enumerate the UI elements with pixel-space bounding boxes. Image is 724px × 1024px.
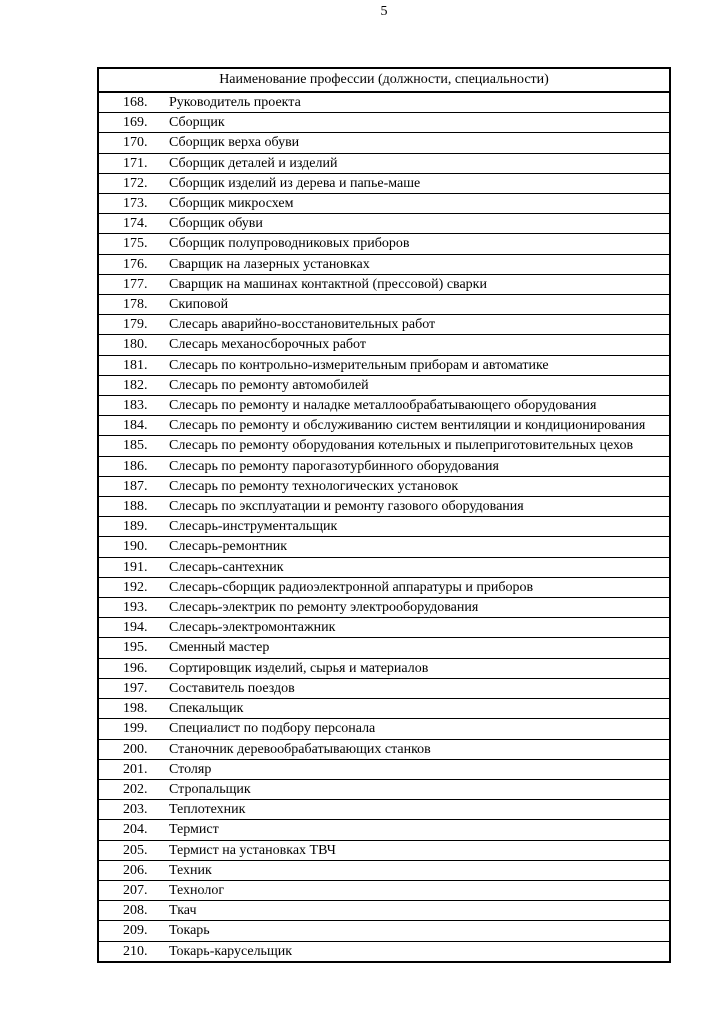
- table-row: [99, 861, 669, 881]
- table-row: [99, 315, 669, 335]
- row-profession-name: Слесарь аварийно-восстановительных работ: [169, 317, 436, 333]
- row-profession-name: Стропальщик: [169, 781, 251, 797]
- row-number: 188.: [123, 499, 148, 515]
- row-number: 191.: [123, 559, 148, 575]
- table-row: [99, 497, 669, 517]
- row-profession-name: Составитель поездов: [169, 680, 295, 696]
- row-profession-name: Термист: [169, 822, 219, 838]
- row-number: 205.: [123, 842, 148, 858]
- row-number: 185.: [123, 438, 148, 454]
- table-row: [99, 194, 669, 214]
- row-profession-name: Токарь: [169, 923, 210, 939]
- table-row: [99, 841, 669, 861]
- table-row: [99, 396, 669, 416]
- table-row: [99, 255, 669, 275]
- row-profession-name: Специалист по подбору персонала: [169, 721, 376, 737]
- row-number: 172.: [123, 175, 148, 191]
- table-row: [99, 477, 669, 497]
- row-number: 209.: [123, 923, 148, 939]
- row-number: 194.: [123, 620, 148, 636]
- row-number: 173.: [123, 196, 148, 212]
- row-number: 181.: [123, 357, 148, 373]
- professions-table: [97, 67, 671, 963]
- row-profession-name: Слесарь-ремонтник: [169, 539, 288, 555]
- row-profession-name: Теплотехник: [169, 802, 246, 818]
- row-number: 169.: [123, 115, 148, 131]
- row-profession-name: Токарь-карусельщик: [169, 943, 293, 959]
- row-profession-name: Слесарь механосборочных работ: [169, 337, 366, 353]
- page-number: 5: [380, 4, 388, 19]
- table-row: [99, 234, 669, 254]
- row-number: 198.: [123, 701, 148, 717]
- table-row: [99, 942, 669, 962]
- row-number: 186.: [123, 458, 148, 474]
- table-row: [99, 457, 669, 477]
- row-profession-name: Скиповой: [169, 297, 229, 313]
- row-number: 170.: [123, 135, 148, 151]
- row-profession-name: Слесарь по ремонту и наладке металлообрабатывающего оборудования: [169, 398, 597, 414]
- row-number: 179.: [123, 317, 148, 333]
- row-number: 168.: [123, 95, 148, 110]
- row-profession-name: Сборщик микросхем: [169, 196, 294, 212]
- row-profession-name: Слесарь по ремонту автомобилей: [169, 377, 369, 393]
- row-profession-name: Спекальщик: [169, 701, 244, 717]
- table-row: [99, 154, 669, 174]
- row-number: 180.: [123, 337, 148, 353]
- table-row: [99, 517, 669, 537]
- table-row: [99, 679, 669, 699]
- row-profession-name: Слесарь-сантехник: [169, 559, 284, 575]
- row-number: 184.: [123, 418, 148, 434]
- row-number: 201.: [123, 761, 148, 777]
- row-profession-name: Сборщик полупроводниковых приборов: [169, 236, 410, 252]
- row-profession-name: Руководитель проекта: [169, 95, 301, 110]
- row-number: 177.: [123, 276, 148, 292]
- row-number: 176.: [123, 256, 148, 272]
- row-number: 192.: [123, 579, 148, 595]
- row-number: 199.: [123, 721, 148, 737]
- table-row: [99, 133, 669, 153]
- table-row: [99, 699, 669, 719]
- row-profession-name: Слесарь по ремонту технологических установок: [169, 478, 459, 494]
- row-number: 204.: [123, 822, 148, 838]
- row-profession-name: Сборщик верха обуви: [169, 135, 300, 151]
- row-number: 203.: [123, 802, 148, 818]
- row-profession-name: Слесарь по ремонту парогазотурбинного оборудования: [169, 458, 499, 474]
- row-number: 189.: [123, 519, 148, 535]
- table-row: [99, 537, 669, 557]
- row-profession-name: Техник: [169, 862, 212, 878]
- table-row: [99, 578, 669, 598]
- table-row: [99, 740, 669, 760]
- row-number: 202.: [123, 781, 148, 797]
- row-number: 208.: [123, 903, 148, 919]
- row-number: 182.: [123, 377, 148, 393]
- table-row: [99, 436, 669, 456]
- row-number: 193.: [123, 600, 148, 616]
- row-profession-name: Станочник деревообрабатывающих станков: [169, 741, 431, 757]
- row-profession-name: Сборщик изделий из дерева и папье-маше: [169, 175, 421, 191]
- row-profession-name: Слесарь по ремонту и обслуживанию систем вентиляции и кондиционирования: [169, 418, 646, 434]
- row-number: 190.: [123, 539, 148, 555]
- table-row: [99, 820, 669, 840]
- row-number: 207.: [123, 882, 148, 898]
- table-row: [99, 93, 669, 113]
- row-number: 200.: [123, 741, 148, 757]
- row-profession-name: Слесарь-сборщик радиоэлектронной аппаратуры и приборов: [169, 579, 534, 595]
- row-profession-name: Слесарь-электрик по ремонту электрооборудования: [169, 600, 479, 616]
- table-row: [99, 598, 669, 618]
- row-profession-name: Ткач: [169, 903, 197, 919]
- row-profession-name: Термист на установках ТВЧ: [169, 842, 336, 858]
- row-profession-name: Сварщик на лазерных установках: [169, 256, 370, 272]
- table-row: [99, 780, 669, 800]
- table-body: [99, 93, 669, 961]
- table-row: [99, 214, 669, 234]
- row-profession-name: Сборщик: [169, 115, 225, 131]
- table-header: Наименование профессии (должности, специальности): [99, 69, 669, 93]
- row-profession-name: Слесарь по контрольно-измерительным приборам и автоматике: [169, 357, 549, 373]
- table-row: [99, 719, 669, 739]
- table-row: [99, 558, 669, 578]
- row-profession-name: Столяр: [169, 761, 212, 777]
- table-row: [99, 659, 669, 679]
- table-row: [99, 275, 669, 295]
- table-row: [99, 760, 669, 780]
- table-row: [99, 376, 669, 396]
- table-row: [99, 356, 669, 376]
- table-row: [99, 113, 669, 133]
- row-profession-name: Сборщик обуви: [169, 216, 263, 232]
- table-row: [99, 800, 669, 820]
- table-row: [99, 416, 669, 436]
- row-profession-name: Слесарь-инструментальщик: [169, 519, 338, 535]
- table-row: [99, 638, 669, 658]
- row-number: 187.: [123, 478, 148, 494]
- table-row: [99, 295, 669, 315]
- row-number: 171.: [123, 155, 148, 171]
- row-number: 196.: [123, 660, 148, 676]
- table-row: [99, 901, 669, 921]
- row-profession-name: Сборщик деталей и изделий: [169, 155, 338, 171]
- row-number: 197.: [123, 680, 148, 696]
- row-profession-name: Технолог: [169, 882, 225, 898]
- row-profession-name: Слесарь по эксплуатации и ремонту газового оборудования: [169, 499, 524, 515]
- row-number: 195.: [123, 640, 148, 656]
- row-profession-name: Слесарь по ремонту оборудования котельных и пылеприготовительных цехов: [169, 438, 634, 454]
- table-row: [99, 921, 669, 941]
- row-number: 178.: [123, 297, 148, 313]
- table-row: [99, 881, 669, 901]
- row-number: 206.: [123, 862, 148, 878]
- row-number: 175.: [123, 236, 148, 252]
- row-profession-name: Сварщик на машинах контактной (прессовой) сварки: [169, 276, 487, 292]
- row-number: 174.: [123, 216, 148, 232]
- row-profession-name: Сортировщик изделий, сырья и материалов: [169, 660, 429, 676]
- row-number: 210.: [123, 943, 148, 959]
- row-number: 183.: [123, 398, 148, 414]
- table-row: [99, 618, 669, 638]
- table-row: [99, 174, 669, 194]
- table-row: [99, 335, 669, 355]
- row-profession-name: Сменный мастер: [169, 640, 270, 656]
- row-profession-name: Слесарь-электромонтажник: [169, 620, 336, 636]
